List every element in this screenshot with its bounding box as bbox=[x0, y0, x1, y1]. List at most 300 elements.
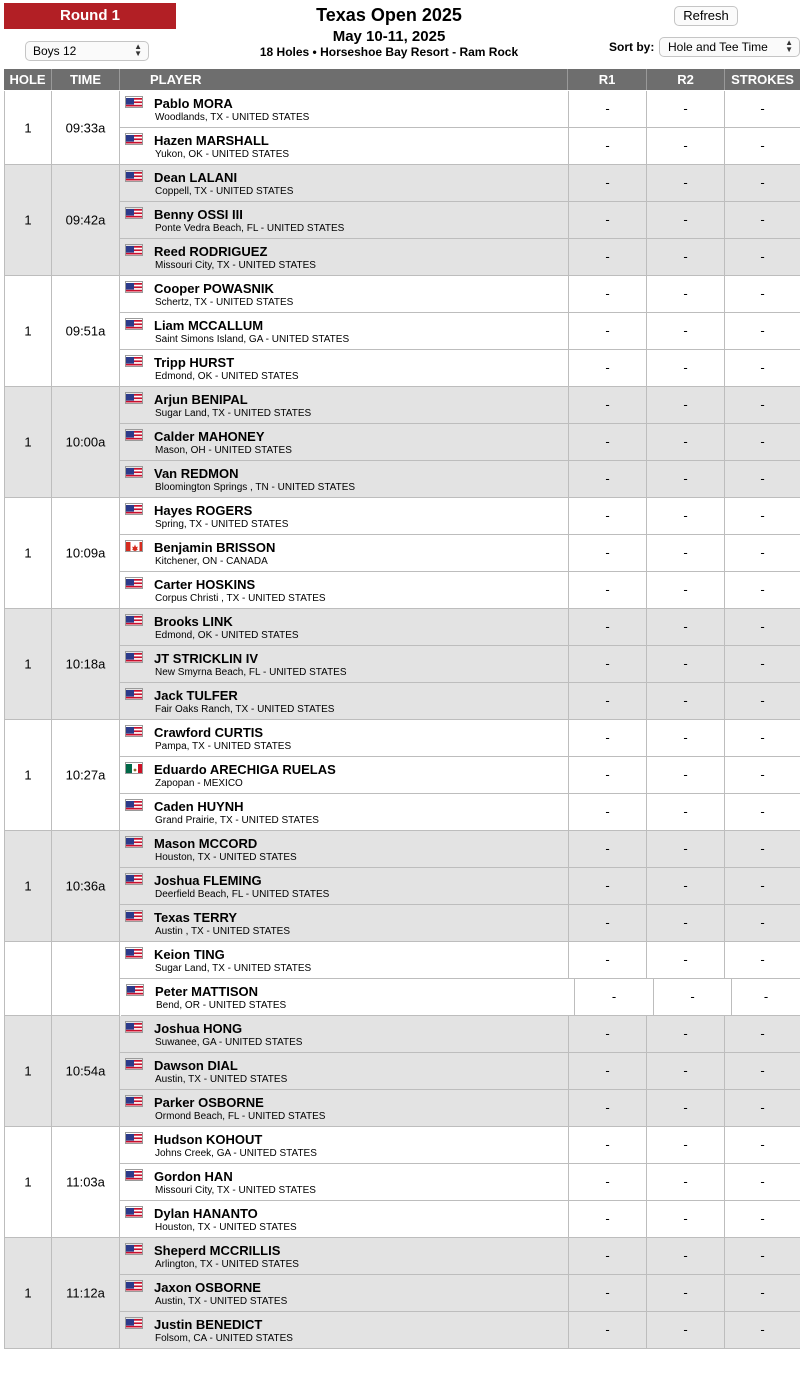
tee-time: 10:27a bbox=[65, 767, 106, 783]
r2-score: - bbox=[647, 498, 725, 535]
player-row[interactable] bbox=[121, 979, 800, 1016]
player-cell bbox=[120, 1312, 569, 1349]
column-header-strokes[interactable]: STROKES bbox=[731, 72, 794, 87]
player-row[interactable] bbox=[120, 498, 800, 535]
division-select[interactable] bbox=[25, 41, 149, 61]
r2-score: - bbox=[647, 535, 725, 572]
tee-time: 11:03a bbox=[66, 1174, 105, 1190]
player-row[interactable] bbox=[120, 720, 800, 757]
player-name[interactable]: Cooper POWASNIK bbox=[154, 281, 274, 296]
player-row[interactable] bbox=[120, 387, 800, 424]
player-name[interactable]: Dylan HANANTO bbox=[154, 1206, 258, 1221]
us-flag-icon bbox=[126, 984, 144, 996]
tee-group bbox=[4, 942, 800, 1016]
hole-cell bbox=[4, 831, 52, 942]
player-row[interactable] bbox=[120, 1016, 800, 1053]
player-cell bbox=[120, 646, 569, 683]
hole-number: 1 bbox=[24, 656, 32, 672]
player-name[interactable]: Jaxon OSBORNE bbox=[154, 1280, 261, 1295]
hole-number: 1 bbox=[24, 767, 32, 783]
player-row[interactable] bbox=[120, 1238, 800, 1275]
player-name[interactable]: Dean LALANI bbox=[154, 170, 238, 185]
r1-score: - bbox=[569, 572, 647, 609]
player-location: Fair Oaks Ranch, TX - UNITED STATES bbox=[155, 704, 335, 715]
player-cell bbox=[120, 757, 569, 794]
player-row[interactable] bbox=[120, 350, 800, 387]
total-strokes: - bbox=[725, 1127, 800, 1164]
hole-cell bbox=[4, 1127, 52, 1238]
total-strokes: - bbox=[725, 1312, 800, 1349]
tee-time-cell bbox=[52, 1016, 120, 1127]
player-name[interactable]: Hazen MARSHALL bbox=[154, 133, 269, 148]
player-row[interactable] bbox=[120, 757, 800, 794]
r2-score: - bbox=[647, 387, 725, 424]
tee-time-cell bbox=[52, 276, 120, 387]
hole-number: 1 bbox=[24, 434, 32, 450]
r2-score: - bbox=[647, 942, 725, 979]
refresh-button[interactable]: Refresh bbox=[674, 6, 738, 26]
r1-score: - bbox=[569, 165, 647, 202]
tee-group bbox=[4, 91, 800, 165]
tee-time: 09:42a bbox=[65, 212, 106, 228]
player-row[interactable] bbox=[120, 609, 800, 646]
us-flag-icon bbox=[125, 688, 143, 700]
player-name[interactable]: Benny OSSI III bbox=[154, 207, 243, 222]
hole-cell bbox=[4, 498, 52, 609]
player-name[interactable]: Parker OSBORNE bbox=[154, 1095, 264, 1110]
hole-cell bbox=[4, 609, 52, 720]
hole-number: 1 bbox=[24, 323, 32, 339]
player-row[interactable] bbox=[120, 1275, 800, 1312]
column-header-r2[interactable]: R2 bbox=[647, 69, 725, 90]
us-flag-icon bbox=[125, 392, 143, 404]
player-location: Spring, TX - UNITED STATES bbox=[155, 519, 289, 530]
player-row[interactable] bbox=[120, 1312, 800, 1349]
player-name[interactable]: Hayes ROGERS bbox=[154, 503, 253, 518]
total-strokes: - bbox=[725, 720, 800, 757]
player-location: Bloomington Springs , TN - UNITED STATES bbox=[155, 482, 356, 493]
player-location: Houston, TX - UNITED STATES bbox=[155, 852, 297, 863]
player-cell bbox=[120, 1238, 569, 1275]
player-name[interactable]: Sheperd MCCRILLIS bbox=[154, 1243, 281, 1258]
r1-score: - bbox=[569, 1090, 647, 1127]
player-cell bbox=[120, 609, 569, 646]
r1-score: - bbox=[569, 424, 647, 461]
hole-number: 1 bbox=[24, 120, 32, 135]
player-location: Sugar Land, TX - UNITED STATES bbox=[155, 963, 312, 974]
tee-group bbox=[4, 165, 800, 276]
player-row[interactable] bbox=[120, 1201, 800, 1238]
hole-cell bbox=[4, 942, 52, 1016]
player-cell bbox=[120, 239, 569, 276]
total-strokes: - bbox=[725, 757, 800, 794]
player-name[interactable]: Justin BENEDICT bbox=[154, 1317, 263, 1332]
r2-score: - bbox=[647, 424, 725, 461]
player-row[interactable] bbox=[120, 868, 800, 905]
player-row[interactable] bbox=[120, 683, 800, 720]
player-location: Johns Creek, GA - UNITED STATES bbox=[155, 1148, 317, 1159]
player-name[interactable]: Calder MAHONEY bbox=[154, 429, 265, 444]
player-location: Ponte Vedra Beach, FL - UNITED STATES bbox=[155, 223, 345, 234]
us-flag-icon bbox=[125, 577, 143, 589]
player-row[interactable] bbox=[120, 239, 800, 276]
us-flag-icon bbox=[125, 1243, 143, 1255]
column-header-hole[interactable]: HOLE bbox=[4, 69, 52, 90]
tee-group bbox=[4, 1238, 800, 1349]
tee-time: 09:51a bbox=[65, 323, 106, 339]
us-flag-icon bbox=[125, 1280, 143, 1292]
player-name[interactable]: Jack TULFER bbox=[154, 688, 238, 703]
player-location: Arlington, TX - UNITED STATES bbox=[155, 1259, 299, 1270]
hole-number: 1 bbox=[24, 1285, 32, 1301]
us-flag-icon bbox=[125, 873, 143, 885]
us-flag-icon bbox=[125, 429, 143, 441]
hole-cell bbox=[4, 1238, 52, 1349]
us-flag-icon bbox=[125, 910, 143, 922]
hole-cell bbox=[4, 276, 52, 387]
r1-score: - bbox=[569, 313, 647, 350]
r1-score: - bbox=[569, 202, 647, 239]
total-strokes: - bbox=[725, 831, 800, 868]
hole-number: 1 bbox=[24, 878, 32, 894]
total-strokes: - bbox=[725, 128, 800, 165]
r2-score: - bbox=[647, 1164, 725, 1201]
r2-score: - bbox=[647, 609, 725, 646]
player-name[interactable]: Reed RODRIGUEZ bbox=[154, 244, 268, 259]
player-cell bbox=[120, 387, 569, 424]
tee-group bbox=[4, 498, 800, 609]
player-name[interactable]: Hudson KOHOUT bbox=[154, 1132, 263, 1147]
player-row[interactable] bbox=[120, 1127, 800, 1164]
total-strokes: - bbox=[725, 498, 800, 535]
player-name[interactable]: Mason MCCORD bbox=[154, 836, 258, 851]
tee-time-cell bbox=[52, 720, 120, 831]
player-location: Houston, TX - UNITED STATES bbox=[155, 1222, 297, 1233]
sort-select-value: Hole and Tee Time bbox=[668, 40, 768, 54]
r1-score: - bbox=[569, 609, 647, 646]
r1-score: - bbox=[569, 831, 647, 868]
tee-time-cell bbox=[52, 498, 120, 609]
r1-score: - bbox=[569, 1053, 647, 1090]
total-strokes: - bbox=[725, 1238, 800, 1275]
player-name[interactable]: Texas TERRY bbox=[154, 910, 238, 925]
us-flag-icon bbox=[125, 96, 143, 108]
player-cell bbox=[120, 424, 569, 461]
player-cell bbox=[120, 720, 569, 757]
player-cell bbox=[120, 313, 569, 350]
tee-group bbox=[4, 609, 800, 720]
player-name[interactable]: Eduardo ARECHIGA RUELAS bbox=[154, 762, 336, 777]
r1-score: - bbox=[569, 1016, 647, 1053]
player-cell bbox=[120, 868, 569, 905]
column-header-time[interactable]: TIME bbox=[52, 69, 120, 90]
total-strokes: - bbox=[725, 646, 800, 683]
r2-score: - bbox=[647, 572, 725, 609]
player-cell bbox=[120, 498, 569, 535]
column-header-r1[interactable]: R1 bbox=[568, 69, 647, 90]
total-strokes: - bbox=[725, 313, 800, 350]
us-flag-icon bbox=[125, 1317, 143, 1329]
round-badge[interactable]: Round 1 bbox=[4, 3, 176, 29]
player-row[interactable] bbox=[120, 128, 800, 165]
us-flag-icon bbox=[125, 355, 143, 367]
us-flag-icon bbox=[125, 318, 143, 330]
player-name[interactable]: Keion TING bbox=[154, 947, 225, 962]
player-name[interactable]: Joshua HONG bbox=[154, 1021, 243, 1036]
us-flag-icon bbox=[125, 244, 143, 256]
r1-score: - bbox=[569, 1201, 647, 1238]
hole-cell bbox=[4, 1016, 52, 1127]
player-cell bbox=[120, 535, 569, 572]
player-row[interactable] bbox=[120, 91, 800, 128]
player-row[interactable] bbox=[120, 572, 800, 609]
player-row[interactable] bbox=[120, 942, 800, 979]
player-location: Deerfield Beach, FL - UNITED STATES bbox=[155, 889, 330, 900]
player-name[interactable]: Brooks LINK bbox=[154, 614, 233, 629]
total-strokes: - bbox=[725, 1201, 800, 1238]
r2-score: - bbox=[647, 868, 725, 905]
player-cell bbox=[120, 572, 569, 609]
tee-group bbox=[4, 1016, 800, 1127]
us-flag-icon bbox=[125, 170, 143, 182]
r1-score: - bbox=[569, 91, 647, 128]
hole-number: 1 bbox=[24, 1063, 32, 1079]
r2-score: - bbox=[647, 91, 725, 128]
player-cell bbox=[120, 91, 569, 128]
player-name[interactable]: Liam MCCALLUM bbox=[154, 318, 264, 333]
tee-time: 09:33a bbox=[65, 120, 106, 135]
r2-score: - bbox=[647, 1053, 725, 1090]
select-arrows-icon: ▲ ▼ bbox=[785, 38, 793, 54]
hole-number: 1 bbox=[24, 212, 32, 228]
select-arrows-icon: ▲ ▼ bbox=[134, 42, 142, 58]
hole-cell bbox=[4, 91, 52, 165]
player-row[interactable] bbox=[120, 202, 800, 239]
player-cell bbox=[120, 683, 569, 720]
player-row[interactable] bbox=[120, 165, 800, 202]
r2-score: - bbox=[647, 720, 725, 757]
total-strokes: - bbox=[725, 572, 800, 609]
player-name[interactable]: JT STRICKLIN IV bbox=[154, 651, 259, 666]
player-location: Missouri City, TX - UNITED STATES bbox=[155, 1185, 316, 1196]
player-row[interactable] bbox=[120, 461, 800, 498]
r1-score: - bbox=[569, 720, 647, 757]
player-cell bbox=[120, 1275, 569, 1312]
us-flag-icon bbox=[125, 1169, 143, 1181]
tee-group bbox=[4, 387, 800, 498]
event-course: 18 Holes • Horseshoe Bay Resort - Ram Rock bbox=[259, 45, 519, 59]
player-cell bbox=[120, 1164, 569, 1201]
r2-score: - bbox=[647, 202, 725, 239]
sort-select[interactable] bbox=[659, 37, 800, 57]
player-location: Austin , TX - UNITED STATES bbox=[155, 926, 291, 937]
r2-score: - bbox=[647, 350, 725, 387]
total-strokes: - bbox=[725, 424, 800, 461]
player-location: Grand Prairie, TX - UNITED STATES bbox=[155, 815, 319, 826]
r2-score: - bbox=[647, 461, 725, 498]
r2-score: - bbox=[647, 1312, 725, 1349]
player-cell bbox=[120, 276, 569, 313]
total-strokes: - bbox=[725, 1164, 800, 1201]
us-flag-icon bbox=[125, 133, 143, 145]
r2-score: - bbox=[647, 1275, 725, 1312]
player-row[interactable] bbox=[120, 535, 800, 572]
player-row[interactable] bbox=[120, 831, 800, 868]
player-name[interactable]: Joshua FLEMING bbox=[154, 873, 262, 888]
r2-score: - bbox=[647, 276, 725, 313]
r2-score: - bbox=[647, 831, 725, 868]
us-flag-icon bbox=[125, 614, 143, 626]
us-flag-icon bbox=[125, 1058, 143, 1070]
r1-score: - bbox=[569, 942, 647, 979]
tee-group bbox=[4, 276, 800, 387]
tee-time-cell bbox=[52, 942, 120, 1016]
player-cell bbox=[120, 831, 569, 868]
canada-flag-icon bbox=[125, 540, 143, 552]
us-flag-icon bbox=[125, 466, 143, 478]
player-location: Ormond Beach, FL - UNITED STATES bbox=[155, 1111, 326, 1122]
player-name[interactable]: Gordon HAN bbox=[154, 1169, 233, 1184]
player-cell bbox=[121, 979, 575, 1016]
r1-score: - bbox=[569, 1312, 647, 1349]
player-cell bbox=[120, 1090, 569, 1127]
total-strokes: - bbox=[725, 461, 800, 498]
player-name[interactable]: Van REDMON bbox=[154, 466, 239, 481]
player-name[interactable]: Arjun BENIPAL bbox=[154, 392, 248, 407]
tee-time-cell bbox=[52, 91, 120, 165]
r2-score: - bbox=[647, 1016, 725, 1053]
total-strokes: - bbox=[725, 683, 800, 720]
us-flag-icon bbox=[125, 503, 143, 515]
us-flag-icon bbox=[125, 1132, 143, 1144]
player-location: Sugar Land, TX - UNITED STATES bbox=[155, 408, 312, 419]
tee-time: 10:09a bbox=[65, 545, 106, 561]
player-row[interactable] bbox=[120, 1053, 800, 1090]
r1-score: - bbox=[569, 461, 647, 498]
r2-score: - bbox=[647, 905, 725, 942]
total-strokes: - bbox=[725, 1053, 800, 1090]
r2-score: - bbox=[647, 757, 725, 794]
r1-score: - bbox=[569, 128, 647, 165]
us-flag-icon bbox=[125, 1021, 143, 1033]
r2-score: - bbox=[654, 979, 732, 1016]
player-location: Austin, TX - UNITED STATES bbox=[155, 1074, 288, 1085]
hole-cell bbox=[4, 387, 52, 498]
player-name[interactable]: Tripp HURST bbox=[154, 355, 235, 370]
r2-score: - bbox=[647, 683, 725, 720]
total-strokes: - bbox=[732, 979, 800, 1016]
us-flag-icon bbox=[125, 725, 143, 737]
player-row[interactable] bbox=[120, 424, 800, 461]
r2-score: - bbox=[647, 794, 725, 831]
table-header bbox=[4, 69, 800, 90]
player-row[interactable] bbox=[120, 313, 800, 350]
r1-score: - bbox=[569, 387, 647, 424]
player-cell bbox=[120, 350, 569, 387]
player-cell bbox=[120, 794, 569, 831]
mexico-flag-icon bbox=[125, 762, 143, 774]
total-strokes: - bbox=[725, 276, 800, 313]
tee-group bbox=[4, 1127, 800, 1238]
division-select-value: Boys 12 bbox=[33, 44, 77, 58]
hole-cell bbox=[4, 720, 52, 831]
total-strokes: - bbox=[725, 535, 800, 572]
tee-time: 10:00a bbox=[65, 434, 106, 450]
player-location: Edmond, OK - UNITED STATES bbox=[155, 630, 299, 641]
total-strokes: - bbox=[725, 794, 800, 831]
player-cell bbox=[120, 128, 569, 165]
player-row[interactable] bbox=[120, 276, 800, 313]
total-strokes: - bbox=[725, 387, 800, 424]
tee-time-cell bbox=[52, 609, 120, 720]
r2-score: - bbox=[647, 646, 725, 683]
r1-score: - bbox=[575, 979, 654, 1016]
us-flag-icon bbox=[125, 1206, 143, 1218]
player-row[interactable] bbox=[120, 1164, 800, 1201]
total-strokes: - bbox=[725, 1090, 800, 1127]
hole-number: 1 bbox=[24, 1174, 32, 1190]
total-strokes: - bbox=[725, 1016, 800, 1053]
total-strokes: - bbox=[725, 91, 800, 128]
r1-score: - bbox=[569, 646, 647, 683]
player-location: Pampa, TX - UNITED STATES bbox=[155, 741, 292, 752]
r2-score: - bbox=[647, 165, 725, 202]
r1-score: - bbox=[569, 868, 647, 905]
player-location: Mason, OH - UNITED STATES bbox=[155, 445, 292, 456]
player-name[interactable]: Crawford CURTIS bbox=[154, 725, 264, 740]
total-strokes: - bbox=[725, 239, 800, 276]
tee-time: 10:36a bbox=[65, 878, 106, 894]
player-row[interactable] bbox=[120, 794, 800, 831]
player-row[interactable] bbox=[120, 1090, 800, 1127]
player-cell bbox=[120, 1053, 569, 1090]
player-location: Zapopan - MEXICO bbox=[155, 778, 243, 789]
player-name[interactable]: Benjamin BRISSON bbox=[154, 540, 276, 555]
us-flag-icon bbox=[125, 836, 143, 848]
r2-score: - bbox=[647, 1238, 725, 1275]
r1-score: - bbox=[569, 683, 647, 720]
tee-time: 10:54a bbox=[65, 1063, 106, 1079]
player-name[interactable]: Carter HOSKINS bbox=[154, 577, 256, 592]
r1-score: - bbox=[569, 535, 647, 572]
tee-group bbox=[4, 831, 800, 942]
player-cell bbox=[120, 165, 569, 202]
player-cell bbox=[120, 202, 569, 239]
player-name[interactable]: Caden HUYNH bbox=[154, 799, 244, 814]
tee-time: 11:12a bbox=[66, 1285, 105, 1301]
us-flag-icon bbox=[125, 207, 143, 219]
player-name[interactable]: Peter MATTISON bbox=[155, 984, 259, 999]
r1-score: - bbox=[569, 905, 647, 942]
tee-time-cell bbox=[52, 1238, 120, 1349]
total-strokes: - bbox=[725, 609, 800, 646]
player-name[interactable]: Pablo MORA bbox=[154, 96, 233, 111]
us-flag-icon bbox=[125, 799, 143, 811]
sort-label: Sort by: bbox=[609, 40, 655, 54]
player-row[interactable] bbox=[120, 905, 800, 942]
player-location: New Smyrna Beach, FL - UNITED STATES bbox=[155, 667, 347, 678]
player-location: Folsom, CA - UNITED STATES bbox=[155, 1333, 293, 1344]
r1-score: - bbox=[569, 239, 647, 276]
column-header-player[interactable]: PLAYER bbox=[120, 69, 568, 90]
player-location: Missouri City, TX - UNITED STATES bbox=[155, 260, 316, 271]
player-name[interactable]: Dawson DIAL bbox=[154, 1058, 238, 1073]
player-row[interactable] bbox=[120, 646, 800, 683]
r1-score: - bbox=[569, 757, 647, 794]
player-location: Kitchener, ON - CANADA bbox=[155, 556, 268, 567]
hole-cell bbox=[4, 165, 52, 276]
us-flag-icon bbox=[125, 1095, 143, 1107]
